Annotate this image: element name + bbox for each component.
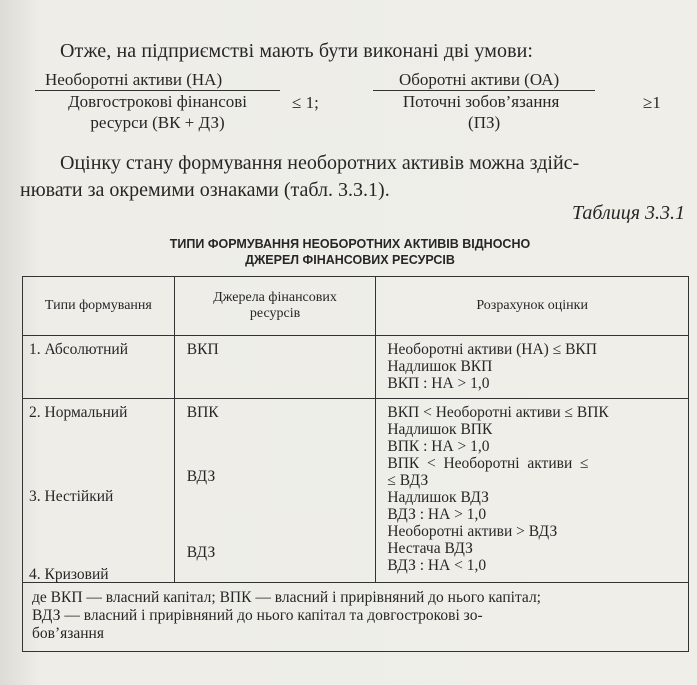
type-crisis: 4. Кризовий xyxy=(29,566,109,583)
table-title xyxy=(20,236,680,268)
condition-2-denominator-line-1: Поточні зобов’язання xyxy=(402,92,560,111)
calc-line: Надлишок ВПК xyxy=(387,421,493,438)
calc-line: ВДЗ : НА < 1,0 xyxy=(387,557,487,574)
calc-line: ВПК < Необоротні активи ≤ xyxy=(387,455,589,472)
table-title-line-1: ТИПИ ФОРМУВАННЯ НЕОБОРОТНИХ АКТИВІВ ВІДНОСНО xyxy=(169,237,531,251)
condition-1-numerator: Необоротні активи (НА) xyxy=(35,70,280,91)
calc-line: ВДЗ : НА > 1,0 xyxy=(387,506,487,523)
row-1-calc-line: Надлишок ВКП xyxy=(387,358,493,375)
condition-1-fraction xyxy=(35,70,280,133)
type-unstable: 3. Нестійкий xyxy=(29,488,114,505)
condition-1-denominator-line-1: Довгострокові фінансові xyxy=(68,92,248,111)
header-sources-line-2: ресурсів xyxy=(249,306,301,321)
intro-text: Отже, на підприємстві мають бути виконані дві умови: xyxy=(60,40,534,62)
notes-line-2: ВДЗ — власний і прирівняний до нього капітал та довгострокові зо- xyxy=(32,607,483,624)
header-calc xyxy=(376,277,689,336)
notes-line-1: де ВКП — власний капітал; ВПК — власний і прирівняний до нього капітал; xyxy=(32,589,541,606)
condition-2-denominator-line-2: (ПЗ) xyxy=(468,113,501,132)
table-notes xyxy=(23,583,689,652)
row-1-source-text: ВКП xyxy=(186,341,219,358)
paragraph-line-1: Оцінку стану формування необоротних активів можна здійс- xyxy=(60,152,580,174)
header-types xyxy=(23,277,175,336)
calc-line: ВПК : НА > 1,0 xyxy=(387,438,490,455)
row-1-type-text: 1. Абсолютний xyxy=(29,341,128,358)
condition-2-relation: ≥1 xyxy=(643,93,661,112)
table-row-normal-unstable-crisis xyxy=(23,399,689,583)
row-1-type xyxy=(23,336,175,399)
row-1-calc xyxy=(376,336,689,399)
row-2-sources xyxy=(174,399,376,583)
row-2-calc xyxy=(376,399,689,583)
row-1-calc-line: ВКП : НА > 1,0 xyxy=(387,375,490,392)
condition-2-fraction xyxy=(373,70,595,133)
condition-1-relation: ≤ 1; xyxy=(292,93,319,112)
row-1-calc-line: Необоротні активи (НА) ≤ ВКП xyxy=(387,341,597,358)
condition-1-denominator-line-2: ресурси (ВК + ДЗ) xyxy=(90,113,225,132)
header-types-label: Типи формування xyxy=(44,298,152,313)
table-caption: Таблиця 3.3.1 xyxy=(572,202,685,224)
notes-line-3: бов’язання xyxy=(32,625,104,642)
table-notes-row xyxy=(23,583,689,652)
table-header-row xyxy=(23,277,689,336)
table-row-absolute xyxy=(23,336,689,399)
type-normal: 2. Нормальний xyxy=(29,404,128,421)
paragraph-line-2: нювати за окремими ознаками (табл. 3.3.1). xyxy=(20,179,390,201)
calc-line: ≤ ВДЗ xyxy=(387,472,429,489)
formation-types-table xyxy=(22,276,689,652)
row-1-source xyxy=(174,336,376,399)
calc-line: ВКП < Необоротні активи ≤ ВПК xyxy=(387,404,609,421)
source-vdz: ВДЗ xyxy=(186,544,216,561)
header-calc-label: Розрахунок оцінки xyxy=(476,298,588,313)
row-2-types xyxy=(23,399,175,583)
condition-2-numerator: Оборотні активи (ОА) xyxy=(373,70,595,91)
source-vdz: ВДЗ xyxy=(186,468,216,485)
header-sources xyxy=(174,277,376,336)
table-title-line-2: ДЖЕРЕЛ ФІНАНСОВИХ РЕСУРСІВ xyxy=(245,253,455,267)
calc-line: Надлишок ВДЗ xyxy=(387,489,489,506)
header-sources-line-1: Джерела фінансових xyxy=(213,290,337,305)
paragraph xyxy=(20,150,680,204)
calc-line: Необоротні активи > ВДЗ xyxy=(387,523,558,540)
calc-line: Нестача ВДЗ xyxy=(387,540,473,557)
source-vpk: ВПК xyxy=(186,404,219,421)
